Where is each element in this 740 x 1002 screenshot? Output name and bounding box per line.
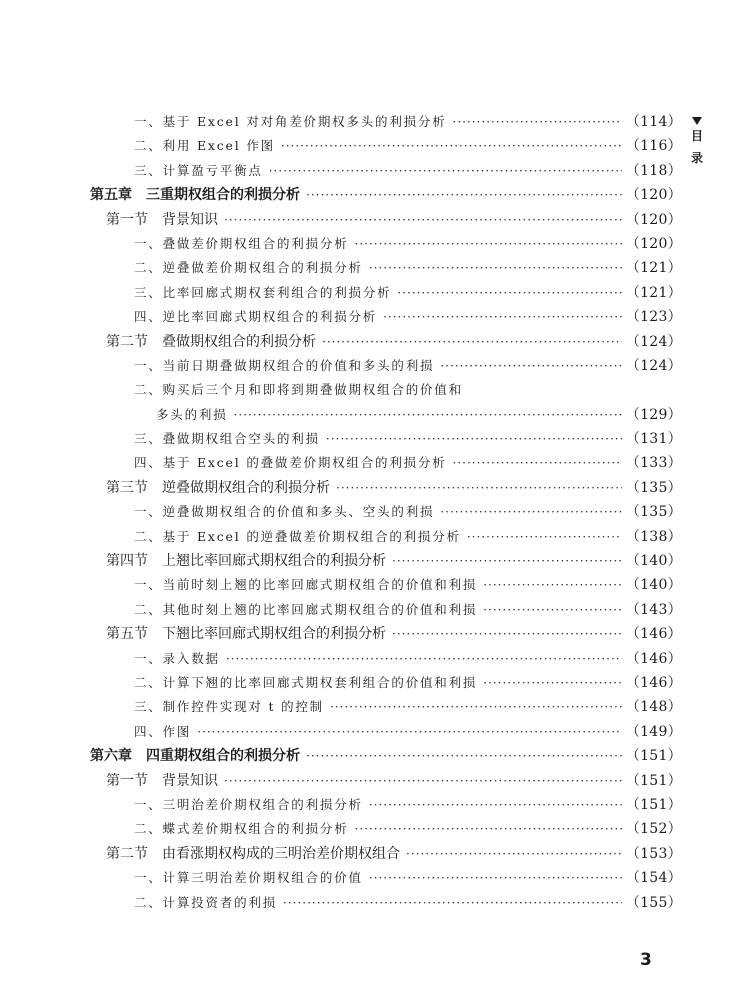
dot-leader [269, 159, 622, 183]
toc-entry-page: （120） [625, 235, 682, 252]
toc-entry [90, 256, 682, 280]
toc-entry-page: （121） [625, 260, 682, 277]
side-label-char-1: 目 [690, 129, 703, 143]
toc-entry-title: 第六章 四重期权组合的利损分析 [90, 748, 300, 765]
dot-leader [369, 866, 622, 890]
toc-entry [90, 744, 682, 768]
toc-entry-title: 二、利用 Excel 作图 [134, 138, 275, 154]
toc-entry-page: （149） [625, 723, 682, 740]
dot-leader [330, 695, 622, 719]
toc-entry-page: （154） [625, 870, 682, 887]
dot-leader [322, 330, 622, 354]
dot-leader [483, 598, 622, 622]
toc-entry-title: 一、当前时刻上翘的比率回廊式期权组合的价值和利损 [134, 577, 478, 593]
toc-entry-title: 第一节 背景知识 [106, 772, 218, 789]
side-label-char-2: 录 [690, 151, 703, 165]
toc-entry-page: （146） [625, 650, 682, 667]
toc-entry-page: （131） [625, 431, 682, 448]
toc-entry-page: （155） [625, 894, 682, 911]
dot-leader [355, 232, 622, 256]
dot-leader [453, 451, 622, 475]
dot-leader [306, 744, 622, 768]
toc-entry [90, 403, 682, 427]
page-number: 3 [640, 950, 652, 970]
dot-leader [197, 720, 622, 744]
toc-entry-page: （146） [625, 674, 682, 691]
toc-entry-page: （133） [625, 455, 682, 472]
toc-entry-title: 第二节 由看涨期权构成的三明治差价期权组合 [106, 845, 400, 862]
toc-entry-page: （152） [625, 821, 682, 838]
toc-entry [90, 451, 682, 475]
triangle-marker-icon [692, 117, 702, 125]
toc-entry [90, 378, 682, 402]
toc-entry-title: 一、叠做差价期权组合的利损分析 [134, 235, 349, 251]
toc-entry-title: 四、逆比率回廊式期权组合的利损分析 [134, 309, 378, 325]
dot-leader [355, 817, 622, 841]
dot-leader [283, 891, 622, 915]
toc-entry-page: （140） [625, 577, 682, 594]
toc-entry-page: （124） [625, 357, 682, 374]
toc-entry-page: （148） [625, 699, 682, 716]
toc-entry-title: 一、逆叠做期权组合的价值和多头、空头的利损 [134, 504, 435, 520]
toc-entry-page: （153） [625, 845, 682, 862]
dot-leader [226, 647, 622, 671]
dot-leader [281, 134, 622, 158]
dot-leader [392, 622, 622, 646]
dot-leader [383, 305, 622, 329]
dot-leader [326, 427, 622, 451]
toc-entry-page: （120） [625, 211, 682, 228]
toc-entry [90, 817, 682, 841]
dot-leader [440, 500, 621, 524]
toc-entry-title: 第三节 逆叠做期权组合的利损分析 [106, 479, 330, 496]
toc-entry [90, 305, 682, 329]
toc-entry [90, 573, 682, 597]
toc-entry [90, 208, 682, 232]
toc-entry [90, 695, 682, 719]
toc-entry-title: 四、作图 [134, 723, 192, 739]
table-of-contents [90, 110, 682, 915]
toc-entry-page: （151） [625, 772, 682, 789]
toc-entry-title: 二、蝶式差价期权组合的利损分析 [134, 821, 349, 837]
dot-leader [392, 549, 622, 573]
toc-entry-title: 二、计算投资者的利损 [134, 894, 278, 910]
toc-entry-page: （140） [625, 553, 682, 570]
side-section-marker [689, 117, 705, 169]
toc-entry-title: 一、当前日期叠做期权组合的价值和多头的利损 [134, 357, 435, 373]
toc-entry-page: （138） [625, 528, 682, 545]
toc-entry-page: （135） [625, 479, 682, 496]
dot-leader [224, 208, 622, 232]
toc-entry [90, 769, 682, 793]
toc-entry-title: 一、基于 Excel 对对角差价期权多头的利损分析 [134, 114, 447, 129]
toc-entry-page: （120） [625, 187, 682, 204]
toc-entry [90, 354, 682, 378]
dot-leader [336, 476, 622, 500]
toc-entry-title: 三、制作控件实现对 t 的控制 [134, 699, 324, 715]
toc-entry-page: （118） [625, 162, 682, 179]
dot-leader [224, 769, 622, 793]
toc-entry-title: 三、比率回廊式期权套利组合的利损分析 [134, 284, 392, 300]
toc-entry-title: 第五章 三重期权组合的利损分析 [90, 187, 300, 204]
toc-entry-page: （146） [625, 626, 682, 643]
toc-entry [90, 159, 682, 183]
toc-entry [90, 183, 682, 207]
toc-entry-page: （143） [625, 601, 682, 618]
toc-entry [90, 622, 682, 646]
toc-entry [90, 866, 682, 890]
dot-leader [406, 842, 622, 866]
toc-entry-page: （124） [625, 333, 682, 350]
toc-entry-title: 第一节 背景知识 [106, 211, 218, 228]
toc-entry [90, 671, 682, 695]
dot-leader [369, 256, 622, 280]
toc-entry [90, 476, 682, 500]
toc-entry-page: （151） [625, 748, 682, 765]
dot-leader [467, 525, 622, 549]
toc-entry-page: （121） [625, 284, 682, 301]
toc-entry [90, 549, 682, 573]
toc-entry [90, 500, 682, 524]
dot-leader [483, 671, 622, 695]
dot-leader [369, 793, 622, 817]
toc-entry [90, 647, 682, 671]
dot-leader [306, 183, 622, 207]
toc-entry [90, 598, 682, 622]
dot-leader [453, 110, 622, 134]
toc-entry [90, 330, 682, 354]
dot-leader [440, 354, 621, 378]
toc-entry [90, 891, 682, 915]
toc-entry-title: 二、基于 Excel 的逆叠做差价期权组合的利损分析 [134, 528, 461, 544]
toc-entry-title: 一、计算三明治差价期权组合的价值 [134, 870, 363, 886]
dot-leader [483, 573, 622, 597]
toc-entry-title: 三、叠做期权组合空头的利损 [134, 431, 320, 447]
toc-entry [90, 525, 682, 549]
toc-entry [90, 110, 682, 134]
dot-leader [397, 281, 621, 305]
toc-entry-page: （135） [625, 504, 682, 521]
toc-entry [90, 793, 682, 817]
toc-entry-title: 第二节 叠做期权组合的利损分析 [106, 333, 316, 350]
toc-entry-title: 三、计算盈亏平衡点 [134, 162, 263, 178]
toc-entry-title: 第四节 上翘比率回廊式期权组合的利损分析 [106, 553, 386, 570]
toc-entry [90, 842, 682, 866]
toc-entry-title: 四、基于 Excel 的叠做差价期权组合的利损分析 [134, 455, 447, 471]
toc-entry-title: 多头的利损 [156, 406, 228, 422]
toc-entry-title: 一、录入数据 [134, 650, 220, 666]
toc-entry-page: （123） [625, 309, 682, 326]
toc-entry [90, 134, 682, 158]
toc-entry-page: （129） [625, 406, 682, 423]
toc-entry-title: 二、其他时刻上翘的比率回廊式期权组合的价值和利损 [134, 601, 478, 617]
toc-entry-title: 二、计算下翘的比率回廊式期权套利组合的价值和利损 [134, 674, 478, 690]
toc-entry [90, 427, 682, 451]
toc-entry [90, 720, 682, 744]
toc-entry-page: （116） [625, 138, 682, 155]
toc-entry [90, 281, 682, 305]
toc-entry-title: 一、三明治差价期权组合的利损分析 [134, 796, 363, 812]
toc-entry-page: （151） [625, 796, 682, 813]
toc-entry [90, 232, 682, 256]
dot-leader [234, 403, 622, 427]
toc-entry-title: 第五节 下翘比率回廊式期权组合的利损分析 [106, 626, 386, 643]
toc-entry-title: 二、逆叠做差价期权组合的利损分析 [134, 260, 363, 276]
toc-entry-page: （114） [625, 114, 682, 130]
toc-entry-title: 二、购买后三个月和即将到期叠做期权组合的价值和 [134, 382, 463, 398]
